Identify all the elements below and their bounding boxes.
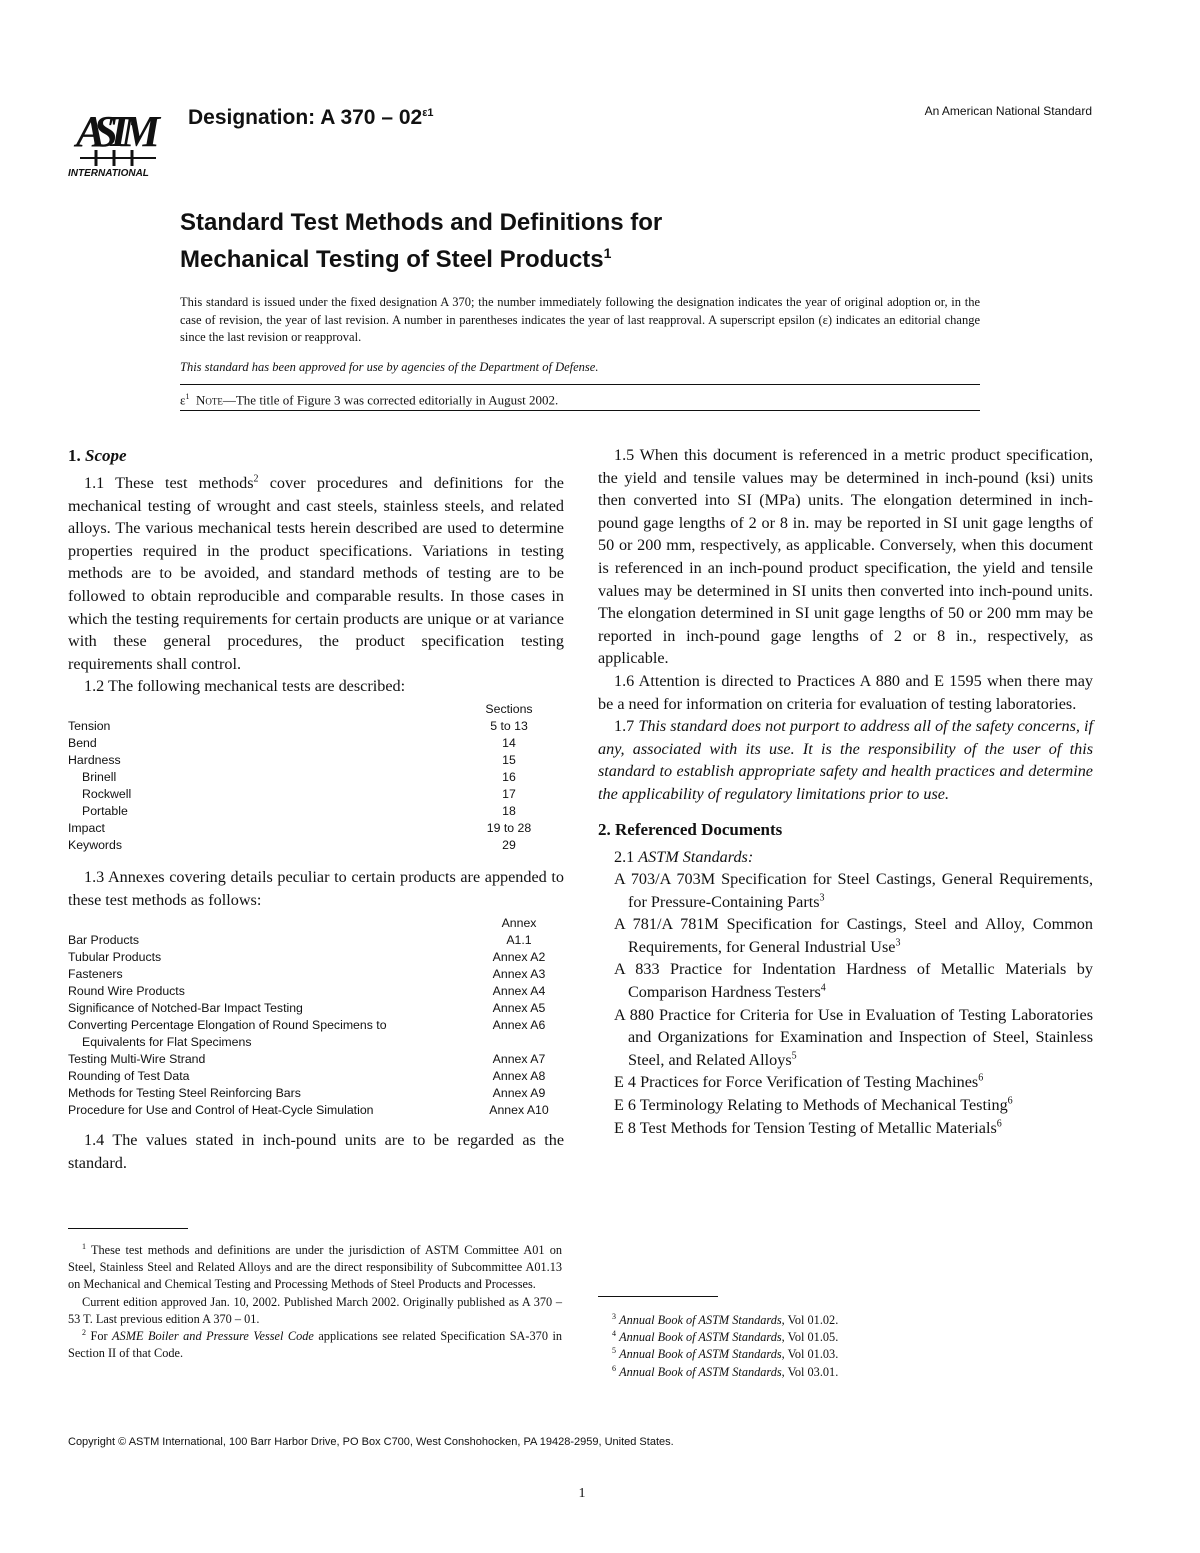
paragraph-1-7: 1.7 This standard does not purport to address all of the safety concerns, if any, associated with its use. It is the responsibility of the user of this standard to establish appropriate safety and health practices and determine the applicability of regulatory limitations prior to use. — [598, 717, 1094, 803]
table-row: Brinell 16 — [82, 769, 516, 784]
annex-table — [68, 915, 564, 1119]
national-standard: An American National Standard — [924, 104, 1092, 118]
title-line-1: Standard Test Methods and Definitions for — [180, 209, 663, 236]
table-row: Rounding of Test Data Annex A8 — [68, 1069, 546, 1084]
table-row: Hardness 15 — [68, 752, 516, 767]
reference-item: A 781/A 781M Specification for Castings, Steel and Alloy, Common Requirements, for General Industrial Use$^3$ — [614, 915, 1093, 956]
section-1-heading: 1. Scope — [68, 446, 127, 465]
footnote-1-edition: Current edition approved Jan. 10, 2002. Published March 2002. Originally published as A 370 – 53 T. Last previous edition A 370 – 01. — [68, 1294, 562, 1326]
annex-header: Annex — [501, 916, 537, 931]
designation-sup: ε1 — [422, 107, 434, 119]
table-row: Equivalents for Flat Specimens — [82, 1035, 252, 1050]
left-column — [68, 444, 564, 1174]
footnotes-left — [68, 1242, 562, 1362]
table-row: Methods for Testing Steel Reinforcing Bars Annex A9 — [68, 1086, 546, 1101]
paragraph-1-2: 1.2 The following mechanical tests are described: — [84, 677, 406, 696]
reference-item: E 8 Test Methods for Tension Testing of Metallic Materials$^6$ — [614, 1118, 1002, 1137]
page-number: 1 — [578, 1486, 586, 1501]
table-row: Impact 19 to 28 — [68, 820, 532, 835]
paragraph-1-4: 1.4 The values stated in inch-pound units are to be regarded as the standard. — [68, 1131, 564, 1172]
logo-subtext: INTERNATIONAL — [68, 168, 149, 178]
paragraph-1-6: 1.6 Attention is directed to Practices A 880 and E 1595 when there may be a need for information on criteria for evaluation of testing laboratories. — [598, 671, 1093, 713]
table-row: Round Wire Products Annex A4 — [68, 984, 546, 999]
table-row: Tension 5 to 13 — [68, 718, 528, 733]
footnote-6: $^6$ Annual Book of ASTM Standards, Vol 03.01. — [612, 1363, 839, 1379]
table-row: Keywords 29 — [68, 837, 516, 852]
paragraph-1-3: 1.3 Annexes covering details peculiar to certain products are appended to these test methods as follows: — [68, 867, 564, 909]
reference-item: A 703/A 703M Specification for Steel Castings, General Requirements, for Pressure-Containing Parts$^3$ — [614, 870, 1093, 911]
footnote-4: $^4$ Annual Book of ASTM Standards, Vol 01.05. — [612, 1329, 839, 1345]
reference-item: E 6 Terminology Relating to Methods of Mechanical Testing$^6$ — [614, 1095, 1013, 1115]
title-line-2: Mechanical Testing of Steel Products$^1$ — [180, 245, 612, 273]
reference-item: E 4 Practices for Force Verification of Testing Machines$^6$ — [614, 1073, 984, 1092]
reference-item: A 833 Practice for Indentation Hardness of Metallic Materials by Comparison Hardness Testers$^4$ — [614, 960, 1093, 1002]
footnote-5: $^5$ Annual Book of ASTM Standards, Vol 01.03. — [612, 1346, 839, 1362]
designation-label: Designation: A 370 – 02 — [188, 106, 423, 129]
title-footnote-ref: 1 — [603, 245, 612, 261]
tests-table — [68, 701, 564, 854]
astm-logo — [66, 94, 174, 178]
table-row: Converting Percentage Elongation of Round Specimens to Annex A6 — [68, 1018, 546, 1033]
copyright-notice: Copyright © ASTM International, 100 Barr Harbor Drive, PO Box C700, West Conshohocken, PA 19428-2959, United States. — [68, 1436, 674, 1448]
defense-approval: This standard has been approved for use by agencies of the Department of Defense. — [180, 360, 599, 374]
section-2-heading: 2. Referenced Documents — [598, 819, 783, 839]
document-title — [180, 208, 662, 275]
footnote-1: $^1$ These test methods and definitions are under the jurisdiction of ASTM Committee A01 on Steel, Stainless Steel and Related Alloys and are the direct responsibility of Subcommittee A01.13 on Mechanical and Chemical Testing and Processing Methods of Steel Products and Processes. — [68, 1241, 562, 1292]
designation — [188, 106, 434, 130]
table-row: Tubular Products Annex A2 — [68, 950, 546, 965]
rule-top — [180, 384, 980, 385]
paragraph-1-5: 1.5 When this document is referenced in a metric product specification, the yield and tensile values may be determined in inch-pound (ksi) units then converted into SI (MPa) units. The elongation determined in inch-pound gage lengths of 2 or 8 in. may be reported in SI unit gage lengths of 50 or 200 mm, respectively, as applicable. Conversely, when this document is referenced in an inch-pound product specification, the yield and tensile values may be determined in SI units then converted into inch-pound units. The elongation determined in SI unit gage lengths of 50 or 200 mm may be reported in inch-pound gage lengths of 2 or 8 in., respectively, as applicable. — [598, 446, 1093, 668]
table-row: Fasteners Annex A3 — [68, 967, 546, 982]
table-row: Significance of Notched-Bar Impact Testing Annex A5 — [68, 1001, 546, 1016]
tests-header: Sections — [485, 701, 533, 716]
editorial-note: $\varepsilon^1$ Note—The title of Figure 3 was corrected editorially in August 2002. — [180, 392, 559, 408]
preamble-text: This standard is issued under the fixed designation A 370; the number immediately following the designation indicates the year of original adoption or, in the case of revision, the year of last revision. A number in parentheses indicates the year of last reapproval. A superscript epsilon (ε) indicates an editorial change since the last revision or reapproval. — [180, 295, 980, 344]
table-row: Bend 14 — [68, 735, 516, 750]
footnote-rule-right — [598, 1296, 718, 1297]
right-column — [598, 444, 1093, 1139]
rule-bottom — [180, 410, 980, 411]
table-row: Procedure for Use and Control of Heat-Cycle Simulation Annex A10 — [68, 1103, 549, 1118]
logo-lettering: ASTM — [76, 107, 160, 156]
table-row: Portable 18 — [82, 803, 516, 818]
paragraph-1-1: 1.1 These test methods$^2$ cover procedures and definitions for the mechanical testing of wrought and cast steels, stainless steels, and related alloys. The various mechanical tests herein described are used to determine properties required in the product specifications. Variations in testing methods are to be avoided, and standard methods of testing are to be followed to obtain reproducible and comparable results. In those cases in which the testing requirements for certain products are unique or at variance with these general procedures, the product specification testing requirements shall control. — [68, 473, 564, 673]
reference-item: A 880 Practice for Criteria for Use in Evaluation of Testing Laboratories and Organizations for Examination and Inspection of Steel, Stainless Steel, and Related Alloys$^5$ — [614, 1005, 1093, 1069]
table-row: Testing Multi-Wire Strand Annex A7 — [68, 1052, 546, 1067]
table-row: Rockwell 17 — [82, 786, 516, 801]
footnote-rule-left — [68, 1228, 188, 1229]
footnote-3: $^3$ Annual Book of ASTM Standards, Vol 01.02. — [612, 1311, 839, 1327]
footnotes-right — [598, 1312, 1092, 1381]
paragraph-2-1: 2.1 ASTM Standards: — [614, 847, 754, 866]
astm-logo-icon — [66, 94, 174, 178]
table-row: Bar Products A1.1 — [68, 933, 532, 948]
footnote-2: $^2$ For ASME Boiler and Pressure Vessel Code applications see related Specification SA-370 in Section II of that Code. — [68, 1327, 563, 1361]
